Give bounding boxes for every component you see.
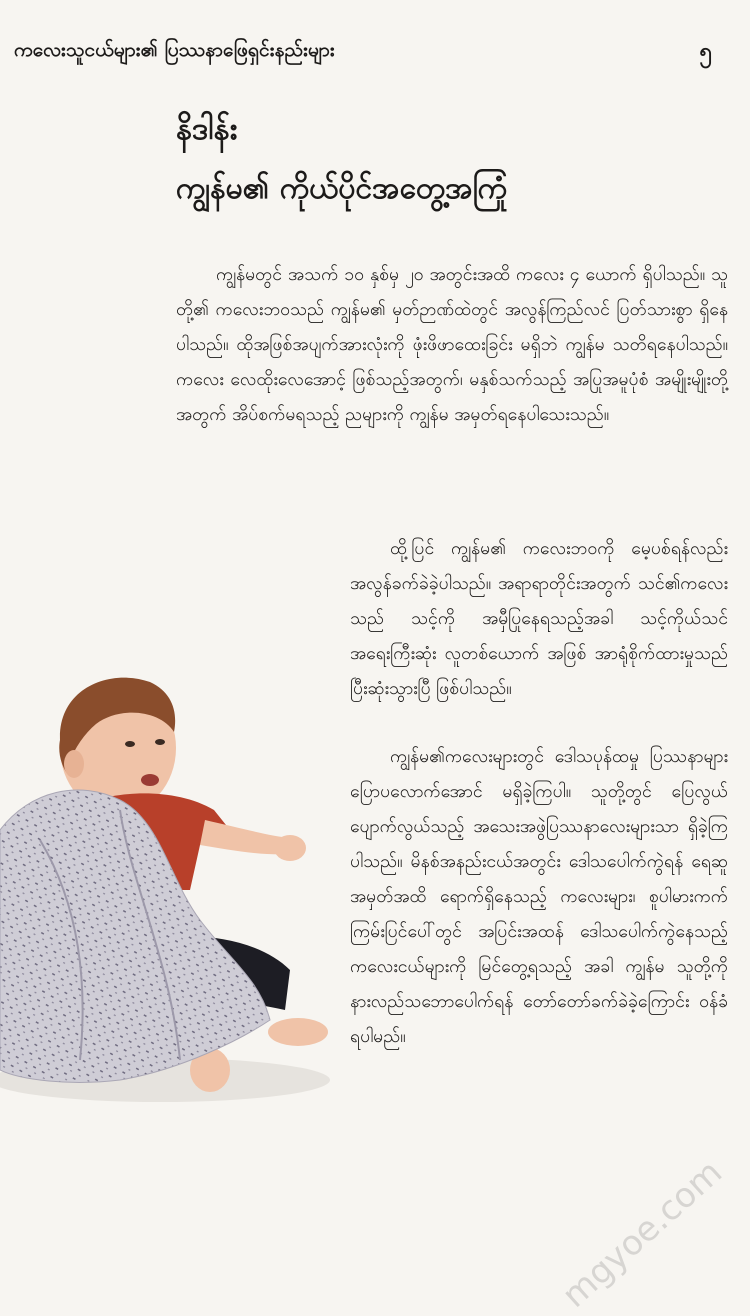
headings <box>176 108 736 210</box>
page-header <box>0 0 750 90</box>
running-head: ကလေးသူငယ်များ၏ ပြဿနာဖြေရှင်းနည်းများ <box>14 39 335 61</box>
section-title: နိဒါန်း <box>176 111 238 147</box>
eye-right <box>155 739 165 745</box>
mouth <box>141 774 159 786</box>
ear <box>64 750 84 778</box>
child-with-blanket-photo <box>0 640 340 1120</box>
page-number: ၅ <box>699 39 712 64</box>
chapter-title: ကျွန်မ၏ ကိုယ်ပိုင်အတွေ့အကြုံ <box>176 171 508 206</box>
watermark: mgyoe.com <box>554 1152 730 1316</box>
paragraph-2: ထို့ပြင် ကျွန်မ၏ ကလေးဘဝကို မေ့ပစ်ရန်လည်း အလွန်ခက်ခဲခဲ့ပါသည်။ အရာရာတိုင်းအတွက် သင်၏ကလေးသည် သင့်ကို အမှီပြုနေရသည့်အခါ သင့်ကိုယ်သင် အရေးကြီးဆုံး လူတစ်ယောက် အဖြစ် အာရုံစိုက်ထားမှုသည် ပြီးဆုံးသွားပြီ ဖြစ်ပါသည်။ <box>350 539 728 699</box>
hand <box>274 835 306 861</box>
paragraph-3: ကျွန်မ၏ကလေးများတွင် ဒေါသပုန်ထမှု ပြဿနာများ ပြောပလောက်အောင် မရှိခဲ့ကြပါ။ သူတို့တွင် ပြေလွယ်ပျောက်လွယ်သည့် အသေးအဖွဲပြဿနာလေးများသာ ရှိခဲ့ကြပါသည်။ မိနစ်အနည်းငယ်အတွင်း ဒေါသပေါက်ကွဲရန် ရေဆူအမှတ်အထိ ရောက်ရှိနေသည့် ကလေးများ၊ စူပါမားကက် ကြမ်းပြင်ပေါ်တွင် အပြင်းအထန် ဒေါသပေါက်ကွဲနေသည့် ကလေးငယ်များကို မြင်တွေ့ရသည့် အခါ ကျွန်မ သူတို့ကို နားလည်သဘောပေါက်ရန် တော်တော်ခက်ခဲခဲ့ကြောင်း ဝန်ခံရပါမည်။ <box>350 747 728 1047</box>
eye-left <box>125 741 135 747</box>
paragraph-1: ကျွန်မတွင် အသက် ၁၀ နှစ်မှ ၂၀ အတွင်းအထိ ကလေး ၄ ယောက် ရှိပါသည်။ သူတို့၏ ကလေးဘဝသည် ကျွန်မ၏ မှတ်ဉာဏ်ထဲတွင် အလွန်ကြည်လင် ပြတ်သားစွာ ရှိနေပါသည်။ ထိုအဖြစ်အပျက်အားလုံးကို ဖုံးဖိဖာထေးခြင်း မရှိဘဲ ကျွန်မ သတိရနေပါသည်။ ကလေး လေထိုးလေအောင့် ဖြစ်သည့်အတွက်၊ မနှစ်သက်သည့် အပြုအမူပုံစံ အမျိုးမျိုးတို့အတွက် အိပ်စက်မရသည့် ညများကို ကျွန်မ အမှတ်ရနေပါသေးသည်။ <box>176 265 728 425</box>
foot-right <box>268 1018 328 1046</box>
